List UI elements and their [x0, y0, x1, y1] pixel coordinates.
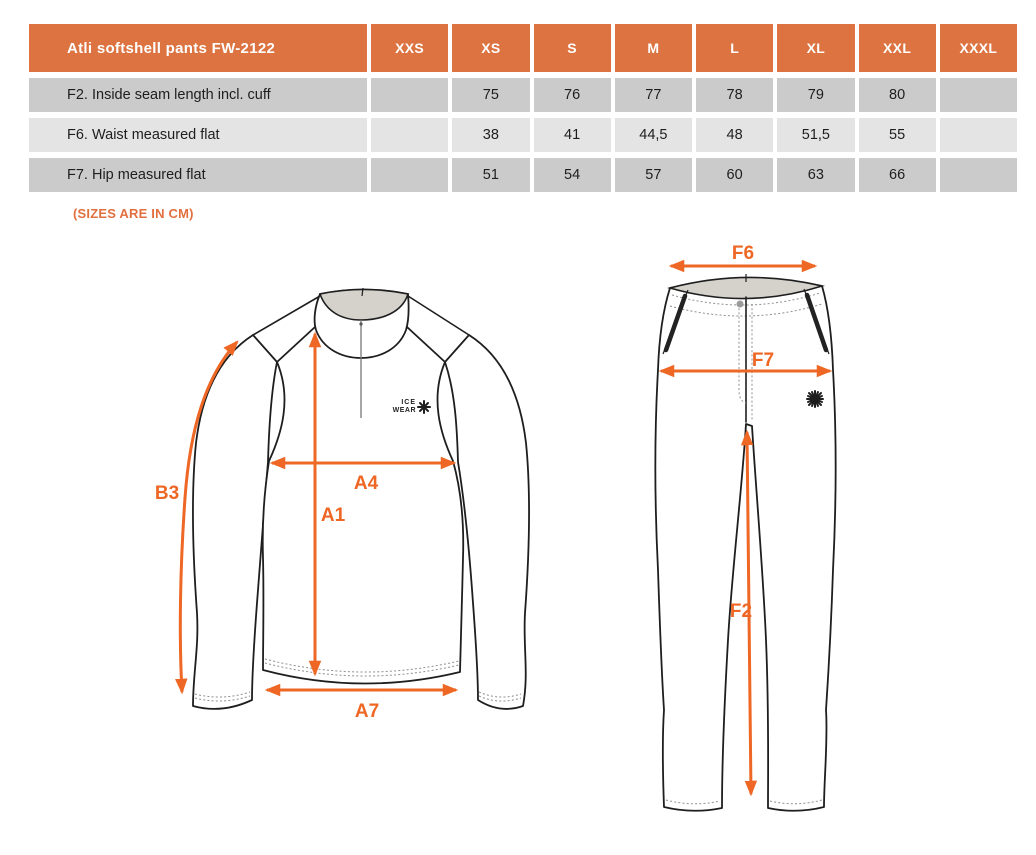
size-col-header-l: L — [696, 24, 773, 72]
value-f7-xxxl — [940, 158, 1017, 192]
value-f6-xxxl — [940, 118, 1017, 152]
measure-label-b3: B3 — [154, 483, 180, 504]
value-f2-m: 77 — [615, 78, 692, 112]
value-f6-m: 44,5 — [615, 118, 692, 152]
row-label-f2: F2. Inside seam length incl. cuff — [29, 78, 367, 112]
size-table — [29, 24, 1017, 192]
logo-snowflake-icon — [418, 401, 430, 413]
measure-label-f7: F7 — [751, 350, 775, 371]
measure-label-f6: F6 — [731, 243, 755, 264]
measure-label-a7: A7 — [354, 701, 380, 722]
size-col-header-xxs: XXS — [371, 24, 448, 72]
zipper-pull — [359, 322, 362, 325]
right-shoulder-seam — [408, 296, 469, 335]
value-f7-s: 54 — [534, 158, 611, 192]
sweater-body — [263, 327, 463, 684]
value-f7-xl: 63 — [777, 158, 854, 192]
value-f2-xs: 75 — [452, 78, 529, 112]
size-col-header-s: S — [534, 24, 611, 72]
table-title: Atli softshell pants FW-2122 — [29, 24, 367, 72]
size-col-header-xl: XL — [777, 24, 854, 72]
size-col-header-m: M — [615, 24, 692, 72]
value-f2-xxs — [371, 78, 448, 112]
sweater-measurement-diagram — [150, 258, 590, 758]
value-f7-m: 57 — [615, 158, 692, 192]
left-shoulder-seam — [253, 296, 320, 335]
value-f6-xl: 51,5 — [777, 118, 854, 152]
value-f6-l: 48 — [696, 118, 773, 152]
logo-text-wear: WEAR — [392, 407, 416, 414]
value-f2-l: 78 — [696, 78, 773, 112]
row-label-f6: F6. Waist measured flat — [29, 118, 367, 152]
value-f7-l: 60 — [696, 158, 773, 192]
row-label-f7: F7. Hip measured flat — [29, 158, 367, 192]
size-col-header-xs: XS — [452, 24, 529, 72]
pants-snowflake-icon — [807, 391, 823, 407]
measure-label-f2: F2 — [729, 601, 753, 622]
value-f6-xxs — [371, 118, 448, 152]
value-f2-s: 76 — [534, 78, 611, 112]
value-f2-xxxl — [940, 78, 1017, 112]
size-col-header-xxxl: XXXL — [940, 24, 1017, 72]
pants-measurement-diagram — [625, 240, 945, 840]
value-f7-xxl: 66 — [859, 158, 936, 192]
sizes-in-cm-note: (SIZES ARE IN CM) — [73, 206, 194, 221]
waist-button — [737, 301, 744, 308]
value-f2-xl: 79 — [777, 78, 854, 112]
value-f7-xs: 51 — [452, 158, 529, 192]
value-f6-s: 41 — [534, 118, 611, 152]
value-f6-xxl: 55 — [859, 118, 936, 152]
size-col-header-xxl: XXL — [859, 24, 936, 72]
value-f6-xs: 38 — [452, 118, 529, 152]
value-f7-xxs — [371, 158, 448, 192]
measure-label-a1: A1 — [320, 505, 346, 526]
measure-label-a4: A4 — [353, 473, 379, 494]
value-f2-xxl: 80 — [859, 78, 936, 112]
logo-text-ice: ICE — [401, 399, 416, 406]
